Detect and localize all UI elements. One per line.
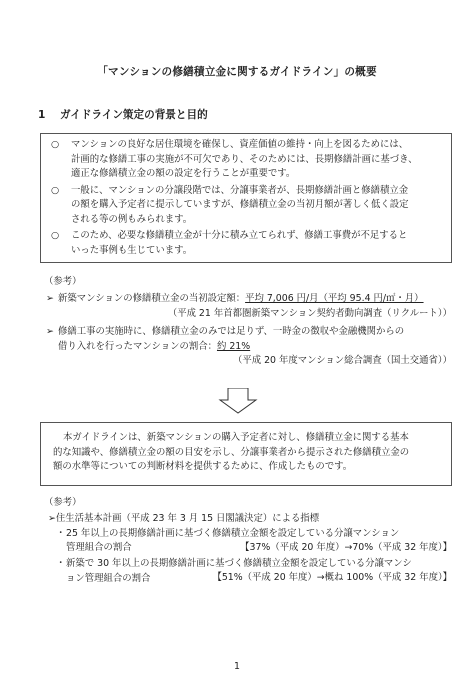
background-paragraph [51, 138, 441, 182]
paragraph-line: マンションの良好な居住環境を確保し、資産価値の維持・向上を図るためには、 [71, 139, 409, 150]
indicator-value: 【37%（平成 20 年度）→70%（平成 32 年度）】 [240, 541, 452, 553]
indicator-text: 新築で 30 年以上の長期修繕計画に基づく修繕積立金額を設定している分譲マンシ [66, 558, 412, 570]
indicator-text: 管理組合の割合 [66, 542, 132, 554]
reference-text: 借り入れを行ったマンションの割合： [58, 340, 217, 352]
dot-bullet-icon: ・ [56, 527, 66, 539]
indicator-text: ョン管理組合の割合 [66, 572, 151, 584]
section-heading [38, 107, 208, 123]
indicator-item [56, 557, 452, 586]
purpose-box [40, 422, 452, 486]
paragraph-line: 適正な修繕積立金の額の設定を行うことが重要です。 [71, 168, 296, 180]
reference-value: 約 21% [216, 340, 251, 352]
plan-title: ➢住生活基本計画（平成 23 年 3 月 15 日閣議決定）による指標 [48, 513, 320, 524]
reference-text: 新築マンションの修繕積立金の当初設定額： [58, 293, 246, 304]
background-paragraph [51, 184, 441, 228]
indicator-item [56, 527, 452, 556]
indicator-text: 25 年以上の長期修繕計画に基づく修繕積立金額を設定している分譲マンション [66, 527, 400, 539]
section-title: ガイドライン策定の背景と目的 [60, 109, 208, 121]
paragraph-line: される等の例もみられます。 [71, 213, 193, 225]
reference-source: （平成 21 年首都圏新築マンション契約者動向調査（リクルート）） [167, 307, 452, 319]
purpose-line: 額の水準等についての判断材料を提供するために、作成したものです。 [53, 461, 353, 473]
indicator-value: 【51%（平成 20 年度）→概ね 100%（平成 32 年度）】 [212, 572, 452, 584]
reference-item [46, 325, 452, 354]
paragraph-line: いった事例も生じています。 [71, 245, 193, 257]
circle-bullet-icon: ○ [51, 139, 60, 150]
paragraph-line: このため、必要な修繕積立金が十分に積み立てられず、修繕工事費が不足すると [71, 230, 408, 242]
paragraph-line: 一般に、マンションの分譲段階では、分譲事業者が、長期修繕計画と修繕積立金 [71, 184, 409, 196]
reference-text: 修繕工事の実施時に、修繕積立金のみでは足りず、一時金の徴収や金融機関からの [58, 326, 405, 338]
arrowhead-bullet-icon: ➢ [46, 293, 54, 304]
reference-heading: （参考） [44, 276, 82, 287]
indicator-list [48, 512, 452, 586]
paragraph-line: 計画的な修繕工事の実施が不可欠であり、そのためには、長期修繕計画に基づき、 [71, 153, 418, 165]
reference-source: （平成 20 年度マンション総合調査（国土交通省）） [232, 355, 452, 367]
page-number: 1 [234, 661, 240, 672]
reference-item [46, 292, 452, 307]
dot-bullet-icon: ・ [56, 558, 66, 570]
reference-value: 平均 7,006 円/月（平均 95.4 円/㎡・月） [245, 293, 424, 304]
down-arrow-icon [218, 388, 258, 414]
purpose-line: 本ガイドラインは、新築マンションの購入予定者に対し、修繕積立金に関する基本 [63, 432, 409, 443]
circle-bullet-icon: ○ [51, 230, 60, 242]
section-number: 1 [38, 109, 46, 121]
paragraph-line: の額を購入予定者に提示していますが、修繕積立金の当初月額が著しく低く設定 [71, 199, 409, 211]
reference-heading: （参考） [44, 497, 82, 508]
page-title: 「マンションの修繕積立金に関するガイドライン」の概要 [97, 66, 377, 78]
arrowhead-bullet-icon: ➢ [46, 326, 54, 338]
background-paragraph [51, 229, 441, 258]
circle-bullet-icon: ○ [51, 184, 60, 196]
purpose-line: 的な知識や、修繕積立金の額の目安を示し、分譲事業者から提示された修繕積立金の [53, 446, 410, 458]
background-box [40, 133, 452, 263]
reference-list [46, 292, 452, 369]
